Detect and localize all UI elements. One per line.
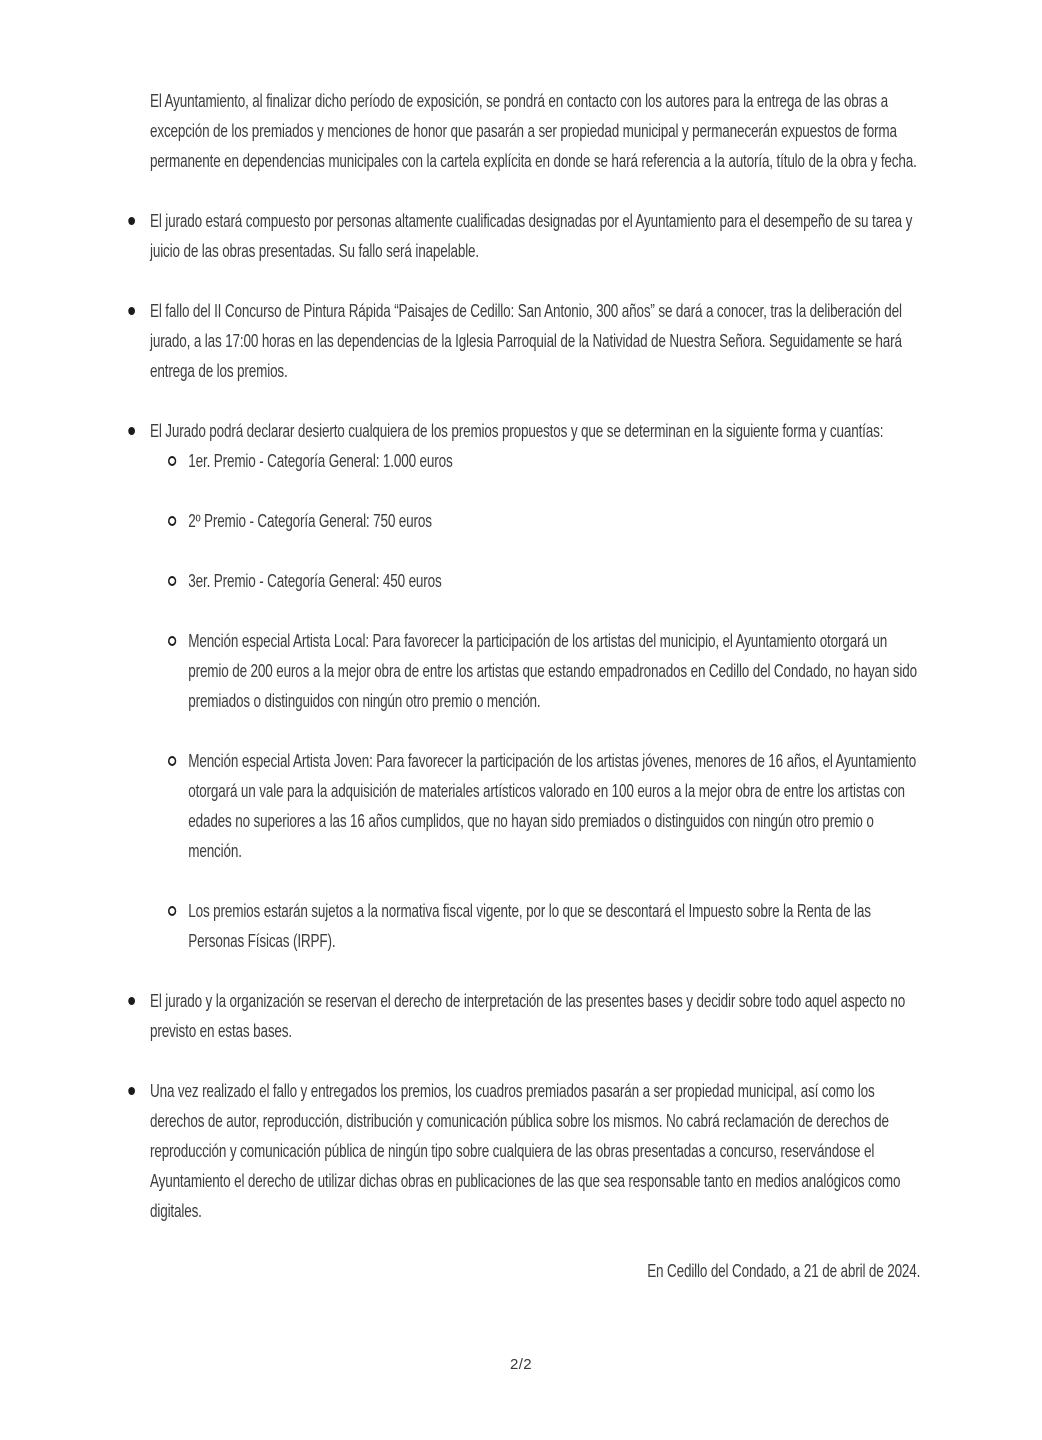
hollow-bullet-icon [168, 756, 176, 766]
bullet-text: El jurado y la organización se reservan el derecho de interpretación de las presentes bases y decidir sobre todo aquel aspecto no previsto en estas bases. [150, 991, 906, 1041]
bullet-item-jury-composition [150, 206, 920, 266]
filled-bullet-icon [128, 997, 135, 1005]
sub-bullet-text: Mención especial Artista Joven: Para favorecer la participación de los artistas jóvenes, menores de 16 años, el Ayuntamiento otorgará un vale para la adquisición de materiales artísticos valorado en 100 euros a la mejor obra de entre los artistas con edades no superiores a las 16 años cumplidos, que no hayan sido premiados o distinguidos con ningún otro premio o mención. [188, 751, 917, 861]
closing-dateline: En Cedillo del Condado, a 21 de abril de 2024. [647, 1261, 921, 1281]
bullet-item-ownership-rights [150, 1076, 920, 1226]
sub-bullet-item-tax-notice [188, 896, 920, 956]
hollow-bullet-icon [168, 636, 176, 646]
sub-bullet-item-second-prize [188, 506, 920, 536]
filled-bullet-icon [128, 1087, 135, 1095]
bullet-item-interpretation-rights [150, 986, 920, 1046]
bullet-text: Una vez realizado el fallo y entregados los premios, los cuadros premiados pasarán a ser propiedad municipal, así como los derechos de autor, reproducción, distribución y comunicación pública sobre los mismos. No cabrá reclamación de derechos de reproducción y comunicación pública de ningún tipo sobre cualquiera de las obras presentadas a concurso, reservándose el Ayuntamiento el derecho de utilizar dichas obras en publicaciones de las que sea responsable tanto en medios analógicos como digitales. [150, 1081, 901, 1221]
bullet-list [150, 206, 920, 1226]
sub-bullet-item-first-prize [188, 446, 920, 476]
hollow-bullet-icon [168, 456, 176, 466]
intro-paragraph: El Ayuntamiento, al finalizar dicho período de exposición, se pondrá en contacto con los autores para la entrega de las obras a excepción de los premiados y menciones de honor que pasarán a ser propiedad municipal y permanecerán expuestos de forma permanente en dependencias municipales con la cartela explícita en donde se hará referencia a la autoría, título de la obra y fecha. [150, 91, 917, 171]
document-content [150, 86, 920, 1286]
sub-bullet-text: 2º Premio - Categoría General: 750 euros [188, 511, 432, 531]
sub-bullet-text: Los premios estarán sujetos a la normativa fiscal vigente, por lo que se descontará el Impuesto sobre la Renta de las Personas Físicas (IRPF). [188, 901, 871, 951]
hollow-bullet-icon [168, 516, 176, 526]
bullet-text: El fallo del II Concurso de Pintura Rápida “Paisajes de Cedillo: San Antonio, 300 años” se dará a conocer, tras la deliberación del jurado, a las 17:00 horas en las dependencias de la Iglesia Parroquial de la Natividad de Nuestra Señora. Seguidamente se hará entrega de los premios. [150, 301, 902, 381]
page-number: 2/2 [509, 1356, 533, 1373]
sub-bullet-text: Mención especial Artista Local: Para favorecer la participación de los artistas del municipio, el Ayuntamiento otorgará un premio de 200 euros a la mejor obra de entre los artistas que estando empadronados en Cedillo del Condado, no hayan sido premiados o distinguidos con ningún otro premio o mención. [188, 631, 917, 711]
hollow-bullet-icon [168, 906, 176, 916]
hollow-bullet-icon [168, 576, 176, 586]
sub-bullet-item-local-artist-mention [188, 626, 920, 716]
sub-bullet-item-third-prize [188, 566, 920, 596]
sub-bullet-item-young-artist-mention [188, 746, 920, 866]
filled-bullet-icon [128, 217, 135, 225]
bullet-text: El Jurado podrá declarar desierto cualquiera de los premios propuestos y que se determinan en la siguiente forma y cuantías: [150, 421, 884, 441]
bullet-text: El jurado estará compuesto por personas altamente cualificadas designadas por el Ayuntamiento para el desempeño de su tarea y juicio de las obras presentadas. Su fallo será inapelable. [150, 211, 913, 261]
sub-bullet-text: 1er. Premio - Categoría General: 1.000 euros [188, 451, 453, 471]
bullet-item-prizes [150, 416, 920, 956]
sub-bullet-list [188, 446, 920, 956]
filled-bullet-icon [128, 307, 135, 315]
bullet-item-verdict-announcement [150, 296, 920, 386]
filled-bullet-icon [128, 427, 135, 435]
sub-bullet-text: 3er. Premio - Categoría General: 450 euros [188, 571, 442, 591]
